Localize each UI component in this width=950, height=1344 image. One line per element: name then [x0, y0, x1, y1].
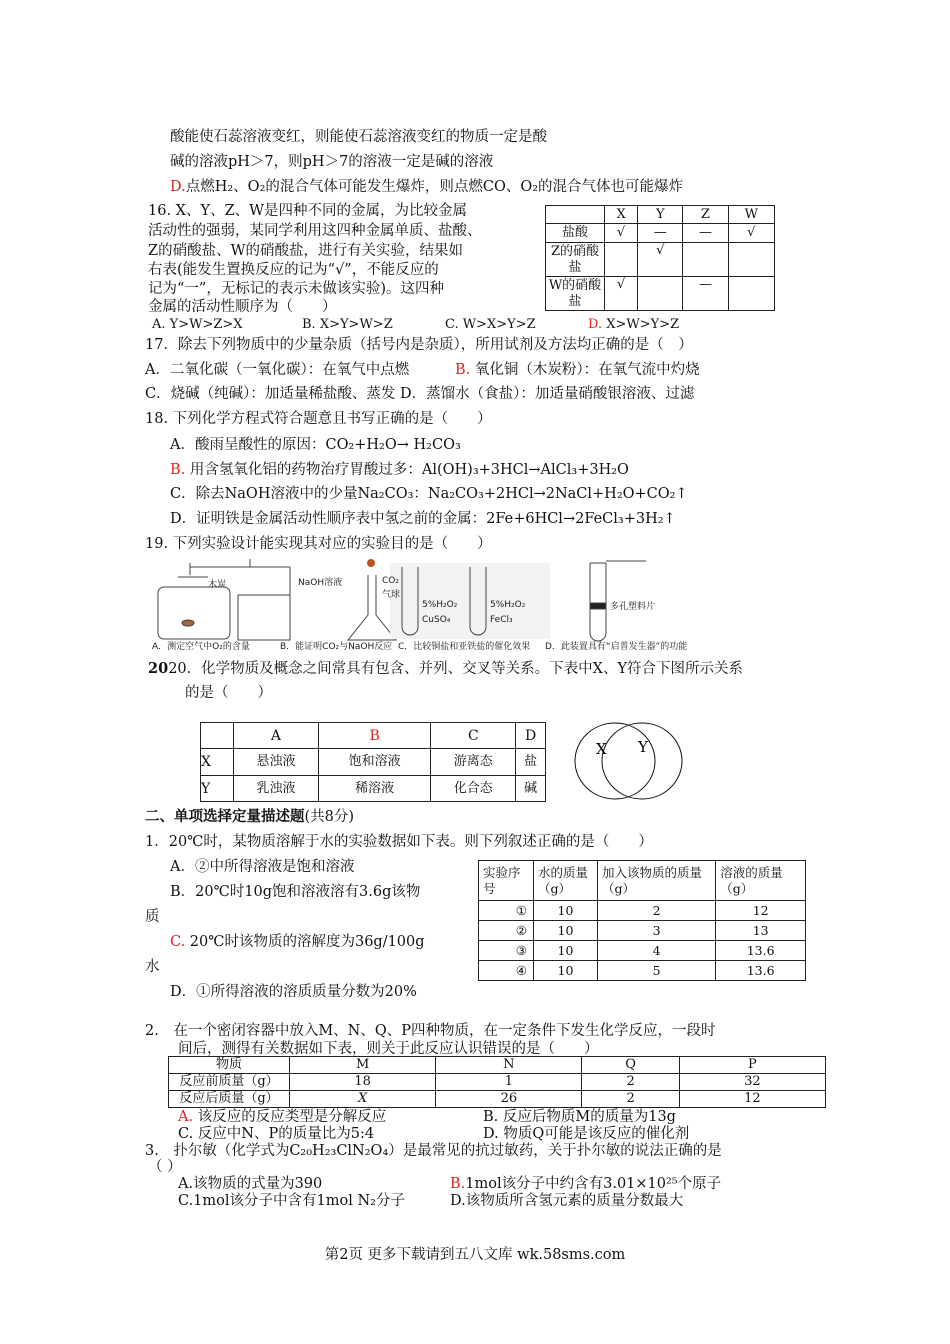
q16-line: 记为“一”，无标记的表示未做该实验)。这四种: [148, 281, 444, 297]
cell: 4: [598, 941, 716, 961]
cell: 碱: [516, 776, 546, 802]
cell: √: [728, 224, 774, 243]
cell: 13.6: [716, 961, 806, 981]
s1-stem: 1．20℃时，某物质溶解于水的实验数据如下表。则下列叙述正确的是（ ）: [145, 834, 653, 850]
section-title: 二、单项选择定量描述题: [145, 808, 305, 825]
q15-option-c: 碱的溶液pH＞7，则pH＞7的溶液一定是碱的溶液: [170, 154, 494, 170]
fig-label: CuSO₄: [422, 615, 451, 625]
q17-option-cd: C．烧碱（纯碱）：加适量稀盐酸、蒸发 D．蒸馏水（食盐）：加适量硝酸银溶液、过滤: [145, 386, 695, 402]
option-text: 氧化铜（木炭粉）：在氧气流中灼烧: [474, 362, 700, 378]
answer-mark: B.: [450, 1176, 466, 1192]
cell: —: [683, 224, 728, 243]
cell: 盐酸: [546, 224, 605, 243]
cell: 10: [534, 921, 598, 941]
cell: [605, 243, 638, 277]
cell: ③: [479, 941, 534, 961]
cell: Y: [201, 776, 234, 802]
cell: [728, 277, 774, 311]
s1-table: [478, 860, 806, 981]
cell: 2: [598, 901, 716, 921]
cell: Y: [638, 206, 683, 224]
cell: [728, 243, 774, 277]
s3-answer-paren: （ ）: [148, 1159, 182, 1175]
q18-stem: 18. 下列化学方程式符合题意且书写正确的是（ ）: [145, 411, 492, 427]
cell: 化合态: [431, 776, 516, 802]
option-text: X>W>Y>Z: [606, 317, 680, 332]
venn-diagram: [572, 720, 684, 804]
cell: 10: [534, 941, 598, 961]
q20-table: [200, 722, 546, 802]
cell: C: [431, 723, 516, 749]
s3-option-d: D.该物质所含氢元素的质量分数最大: [450, 1193, 684, 1209]
cell: 3: [598, 921, 716, 941]
q16-line: 16. X、Y、Z、W是四种不同的金属，为比较金属: [148, 203, 468, 219]
fig-label: 多孔塑料片: [610, 602, 656, 612]
cell: Q: [582, 1057, 679, 1074]
cell: W: [728, 206, 774, 224]
q16-option-b: B. X>Y>W>Z: [302, 317, 393, 332]
q20-stem-text: 20．化学物质及概念之间常具有包含、并列、交叉等关系。下表中X、Y符合下图所示关系: [168, 661, 744, 677]
cell: 2: [582, 1074, 679, 1091]
s3-option-b: [450, 1175, 721, 1193]
q16-table: [545, 205, 775, 311]
cell: B: [318, 723, 430, 749]
cell: P: [679, 1057, 825, 1074]
cell: 水的质量（g）: [534, 861, 598, 901]
cell: Z的硝酸盐: [546, 243, 605, 277]
q20-stem: 2020．化学物质及概念之间常具有包含、并列、交叉等关系。下表中X、Y符合下图所示关系: [148, 660, 744, 677]
s2-stem: 2. 在一个密闭容器中放入M、N、Q、P四种物质，在一定条件下发生化学反应，一段时: [145, 1023, 716, 1039]
q19-apparatus-figure: [150, 555, 710, 655]
cell: A: [234, 723, 319, 749]
cell: 10: [534, 961, 598, 981]
cell: ①: [479, 901, 534, 921]
fig-label: NaOH溶液: [298, 578, 343, 588]
q18-option-a: A．酸雨呈酸性的原因：CO₂+H₂O→ H₂CO₃: [170, 437, 461, 453]
cell: 5: [598, 961, 716, 981]
option-text: 20℃时该物质的溶解度为36g/100g: [189, 934, 425, 950]
page-footer: 第2页 更多下载请到五八文库 wk.58sms.com: [324, 1247, 626, 1263]
cell: 26: [436, 1091, 582, 1108]
answer-mark: B.: [455, 362, 471, 378]
cell: ②: [479, 921, 534, 941]
q16-option-d: [588, 316, 679, 334]
fig-label: CO₂: [382, 576, 399, 586]
cell: 18: [290, 1074, 436, 1091]
q18-option-c: C．除去NaOH溶液中的少量Na₂CO₃：Na₂CO₃+2HCl→2NaCl+H₂O+CO₂↑: [170, 486, 688, 502]
cell: 32: [679, 1074, 825, 1091]
s3-option-c: C.1mol该分子中含有1mol N₂分子: [178, 1193, 405, 1209]
cell: 游离态: [431, 749, 516, 776]
fig-caption: D．此装置具有“启普发生器”的功能: [545, 642, 688, 652]
fig-caption: C．比较铜盐和亚铁盐的催化效果: [398, 642, 531, 652]
q16-line: 金属的活动性顺序为（ ）: [148, 299, 337, 315]
answer-mark: A.: [178, 1109, 194, 1125]
cell: M: [290, 1057, 436, 1074]
s2-option-d: D. 物质Q可能是该反应的催化剂: [483, 1126, 690, 1142]
answer-mark: B.: [170, 462, 186, 478]
s3-stem: 3. 扑尔敏（化学式为C₂₀H₂₃ClN₂O₄）是最常见的抗过敏药，关于扑尔敏的说法正确的是: [145, 1143, 722, 1159]
option-text: 1mol该分子中约含有3.01×10²⁵个原子: [465, 1176, 722, 1192]
s2-option-c: C. 反应中N、P的质量比为5:4: [178, 1126, 375, 1142]
q17-stem: 17．除去下列物质中的少量杂质（括号内是杂质），所用试剂及方法均正确的是（ ）: [145, 337, 693, 353]
fig-caption: B．能证明CO₂与NaOH反应: [280, 642, 393, 652]
cell: 稀溶液: [318, 776, 430, 802]
cell: 实验序号: [479, 861, 534, 901]
cell: [201, 723, 234, 749]
cell: 物质: [169, 1057, 290, 1074]
cell: 盐: [516, 749, 546, 776]
cell: Z: [683, 206, 728, 224]
s1-option-c-cont: 水: [145, 959, 160, 975]
cell: W的硝酸盐: [546, 277, 605, 311]
cell: 悬浊液: [234, 749, 319, 776]
cell: [546, 206, 605, 224]
cell: 2: [582, 1091, 679, 1108]
cell: 1: [436, 1074, 582, 1091]
s3-option-a: A.该物质的式量为390: [178, 1176, 323, 1192]
section-score: (共8分): [304, 809, 355, 825]
q15-option-d: [170, 178, 683, 196]
venn-label-x: X: [596, 740, 607, 758]
cell: 反应后质量（g）: [169, 1091, 290, 1108]
option-text: 点燃H₂、O₂的混合气体可能发生爆炸，则点燃CO、O₂的混合气体也可能爆炸: [185, 179, 684, 195]
answer-mark: D.: [170, 179, 186, 195]
cell: √: [605, 224, 638, 243]
cell: N: [436, 1057, 582, 1074]
fig-label: 木炭: [208, 580, 227, 590]
q18-option-b: [170, 461, 629, 479]
s2-stem-cont: 间后，测得有关数据如下表，则关于此反应认识错误的是（ ）: [178, 1041, 599, 1057]
cell: 12: [716, 901, 806, 921]
cell: [638, 277, 683, 311]
cell: √: [638, 243, 683, 277]
cell: X: [290, 1091, 436, 1108]
s1-option-b-cont: 质: [145, 909, 160, 925]
cell: 乳浊液: [234, 776, 319, 802]
q17-option-b: [455, 361, 700, 379]
s2-option-b: B. 反应后物质M的质量为13g: [483, 1109, 676, 1125]
cell: ④: [479, 961, 534, 981]
s2-table: [168, 1056, 826, 1108]
cell: —: [638, 224, 683, 243]
s1-option-b: B．20℃时10g饱和溶液溶有3.6g该物: [170, 884, 421, 900]
answer-mark: C.: [170, 934, 186, 950]
q17-option-a: A．二氧化碳（一氧化碳）：在氧气中点燃: [145, 362, 410, 378]
option-text: 该反应的反应类型是分解反应: [197, 1109, 387, 1125]
cell: 反应前质量（g）: [169, 1074, 290, 1091]
cell: —: [683, 277, 728, 311]
q16-line: 右表(能发生置换反应的记为“√”，不能反应的: [148, 262, 439, 278]
venn-label-y: Y: [638, 738, 648, 756]
q20-stem-cont: 的是（ ）: [185, 685, 272, 701]
fig-label: FeCl₃: [490, 615, 513, 625]
cell: 13.6: [716, 941, 806, 961]
cell: 13: [716, 921, 806, 941]
cell: X: [605, 206, 638, 224]
q19-stem: 19. 下列实验设计能实现其对应的实验目的是（ ）: [145, 536, 492, 552]
cell: 饱和溶液: [318, 749, 430, 776]
s1-option-c: [170, 933, 425, 951]
q18-option-d: D．证明铁是金属活动性顺序表中氢之前的金属：2Fe+6HCl→2FeCl₃+3H₂↑: [170, 511, 676, 527]
section-heading: [145, 808, 354, 826]
fig-label: 气球: [382, 590, 401, 600]
cell: √: [605, 277, 638, 311]
option-text: 用含氢氧化铝的药物治疗胃酸过多：Al(OH)₃+3HCl→AlCl₃+3H₂O: [189, 462, 629, 478]
cell: D: [516, 723, 546, 749]
s1-option-a: A．②中所得溶液是饱和溶液: [170, 859, 355, 875]
answer-mark: D.: [588, 317, 603, 332]
s2-option-a: [178, 1108, 386, 1126]
cell: 12: [679, 1091, 825, 1108]
q16-option-c: C. W>X>Y>Z: [445, 317, 536, 332]
q15-option-b: 酸能使石蕊溶液变红，则能使石蕊溶液变红的物质一定是酸: [170, 129, 547, 145]
cell: X: [201, 749, 234, 776]
q16-line: 活动性的强弱，某同学利用这四种金属单质、盐酸、: [148, 223, 482, 239]
q16-option-a: A. Y>W>Z>X: [152, 317, 243, 332]
fig-label: 5%H₂O₂: [490, 600, 526, 610]
cell: 溶液的质量（g）: [716, 861, 806, 901]
fig-caption: A．测定空气中O₂的含量: [152, 642, 250, 652]
cell: 10: [534, 901, 598, 921]
s1-option-d: D．①所得溶液的溶质质量分数为20%: [170, 984, 417, 1000]
cell: 加入该物质的质量（g）: [598, 861, 716, 901]
q16-line: Z的硝酸盐、W的硝酸盐，进行有关实验，结果如: [148, 243, 463, 259]
cell: [683, 243, 728, 277]
fig-label: 5%H₂O₂: [422, 600, 458, 610]
